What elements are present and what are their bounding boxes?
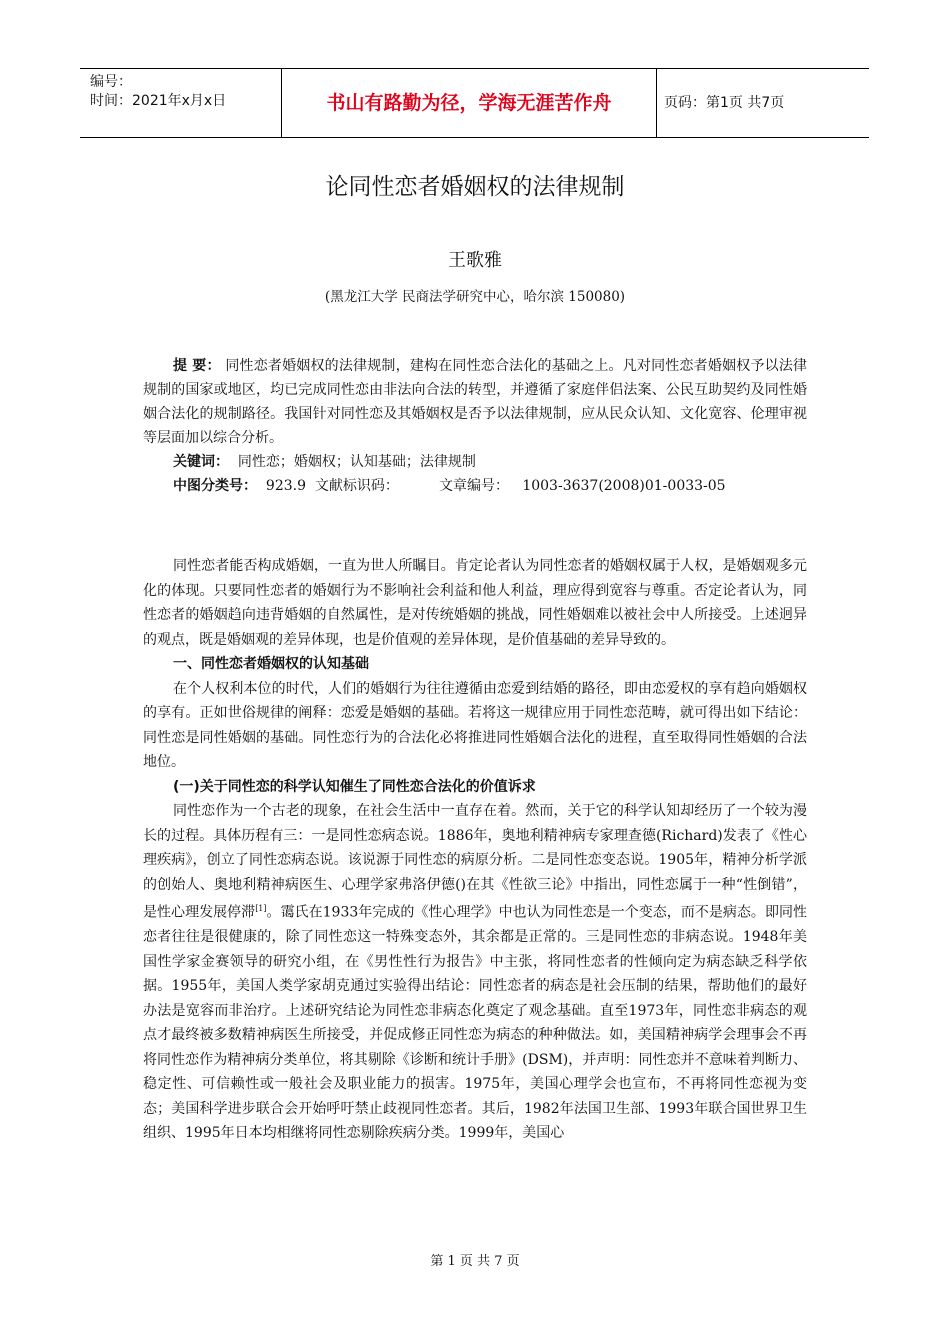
header-meta [90,73,280,111]
header-number: 编号： [90,74,132,90]
keywords-text: 同性恋；婚姻权；认知基础；法律规制 [237,454,476,470]
keywords-label: 关键词： [173,454,229,470]
paper-author: 王歌雅 [448,250,502,271]
header-motto: 书山有路勤为径，学海无涯苦作舟 [326,92,612,114]
body-paragraph: 同性恋者能否构成婚姻，一直为世人所瞩目。肯定论者认为同性恋者的婚姻权属于人权，是婚姻观多元化的体现。只要同性恋者的婚姻行为不影响社会利益和他人利益，理应得到宽容与尊重。否定论者认为，同性恋者的婚姻趋向违背婚姻的自然属性，是对传统婚姻的挑战，同性婚姻难以被社会中人所接受。上述迥异的观点，既是婚姻观的差异体现，也是价值观的差异体现，是价值基础的差异导致的。 [143,558,807,648]
page-footer: 第 1 页 共 7 页 [430,1254,520,1269]
page-header [80,68,869,138]
subsection-heading: (一)关于同性恋的科学认知催生了同性恋合法化的价值诉求 [173,778,536,795]
abstract-paragraph [143,354,807,450]
abstract-text: 同性恋者婚姻权的法律规制，建构在同性恋合法化的基础之上。凡对同性恋者婚姻权予以法律规制的国家或地区，均已完成同性恋由非法向合法的转型，并遵循了家庭伴侣法案、公民互助契约及同性婚姻合法化的规制路径。我国针对同性恋及其婚姻权是否予以法律规制，应从民众认知、文化宽容、伦理审视等层面加以综合分析。 [143,358,808,446]
keywords-line [143,450,807,474]
header-page-info: 页码：第1页 共7页 [664,95,785,111]
body-paragraph [143,799,807,1146]
article-no-value: 1003-3637(2008)01-0033-05 [522,478,726,494]
section-heading: 一、同性恋者婚姻权的认知基础 [173,656,369,672]
header-divider [656,69,657,137]
paragraph-part: 。霭氏在1933年完成的《性心理学》中也认为同性恋是一个变态，而不是病态。即同性恋者往往是很健康的，除了同性恋这一特殊变态外，其余都是正常的。三是同性恋的非病态说。1948年美国性学家金赛领导的研究小组，在《男性性行为报告》中主张，将同性恋者的性倾向定为病态缺乏科学依据。1955年，美国人类学家胡克通过实验得出结论：同性恋者的病态是社会压制的结果，帮助他们的最好办法是宽容而非治疗。上述研究结论为同性恋非病态化奠定了观念基础。直至1973年，同性恋非病态的观点才最终被多数精神病医生所接受，并促成修正同性恋为病态的种种做法。如，美国精神病学会理事会不再将同性恋作为精神病分类单位，将其剔除《诊断和统计手册》(DSM)，并声明：同性恋并不意味着判断力、稳定性、可信赖性或一般社会及职业能力的损害。1975年，美国心理学会也宣布，不再将同性恋视为变态；美国科学进步联合会开始呼吁禁止歧视同性恋者。其后，1982年法国卫生部、1993年联合国世界卫生组织、1995年日本均相继将同性恋剔除疾病分类。1999年，美国心 [143,904,807,1142]
classification-line [143,474,807,498]
citation-ref[interactable]: [1] [255,904,267,913]
paper-title: 论同性恋者婚姻权的法律规制 [325,174,625,200]
doc-code-label: 文献标识码： [314,478,399,494]
body-text [143,554,807,1146]
header-time: 时间：2021年x月x日 [90,93,227,109]
article-no-label: 文章编号： [438,478,509,494]
abstract-block [143,354,807,498]
clc-value: 923.9 [265,478,306,494]
clc-label: 中图分类号： [173,478,257,494]
paragraph-part: 同性恋作为一个古老的现象，在社会生活中一直存在着。然而，关于它的科学认知却经历了一个较为漫长的过程。具体历程有三：一是同性恋病态说。1886年，奥地利精神病专家理查德(Richard)发表了《性心理疾病》，创立了同性恋病态说。该说源于同性恋的病原分析。二是同性恋变态说。1905年，精神分析学派的创始人、奥地利精神病医生、心理学家弗洛伊德()在其《性欲三论》中指出，同性恋属于一种“性倒错”，是性心理发展停滞 [143,803,807,921]
author-affiliation: (黑龙江大学 民商法学研究中心，哈尔滨 150080) [324,289,626,305]
abstract-label: 提 要： [173,358,221,374]
body-paragraph: 在个人权利本位的时代，人们的婚姻行为往往遵循由恋爱到结婚的路径，即由恋爱权的享有趋向婚姻权的享有。正如世俗规律的阐释：恋爱是婚姻的基础。若将这一规律应用于同性恋范畴，就可得出如下结论：同性恋是同性婚姻的基础。同性恋行为的合法化必将推进同性婚姻合法化的进程，直至取得同性婚姻的合法地位。 [143,680,807,770]
